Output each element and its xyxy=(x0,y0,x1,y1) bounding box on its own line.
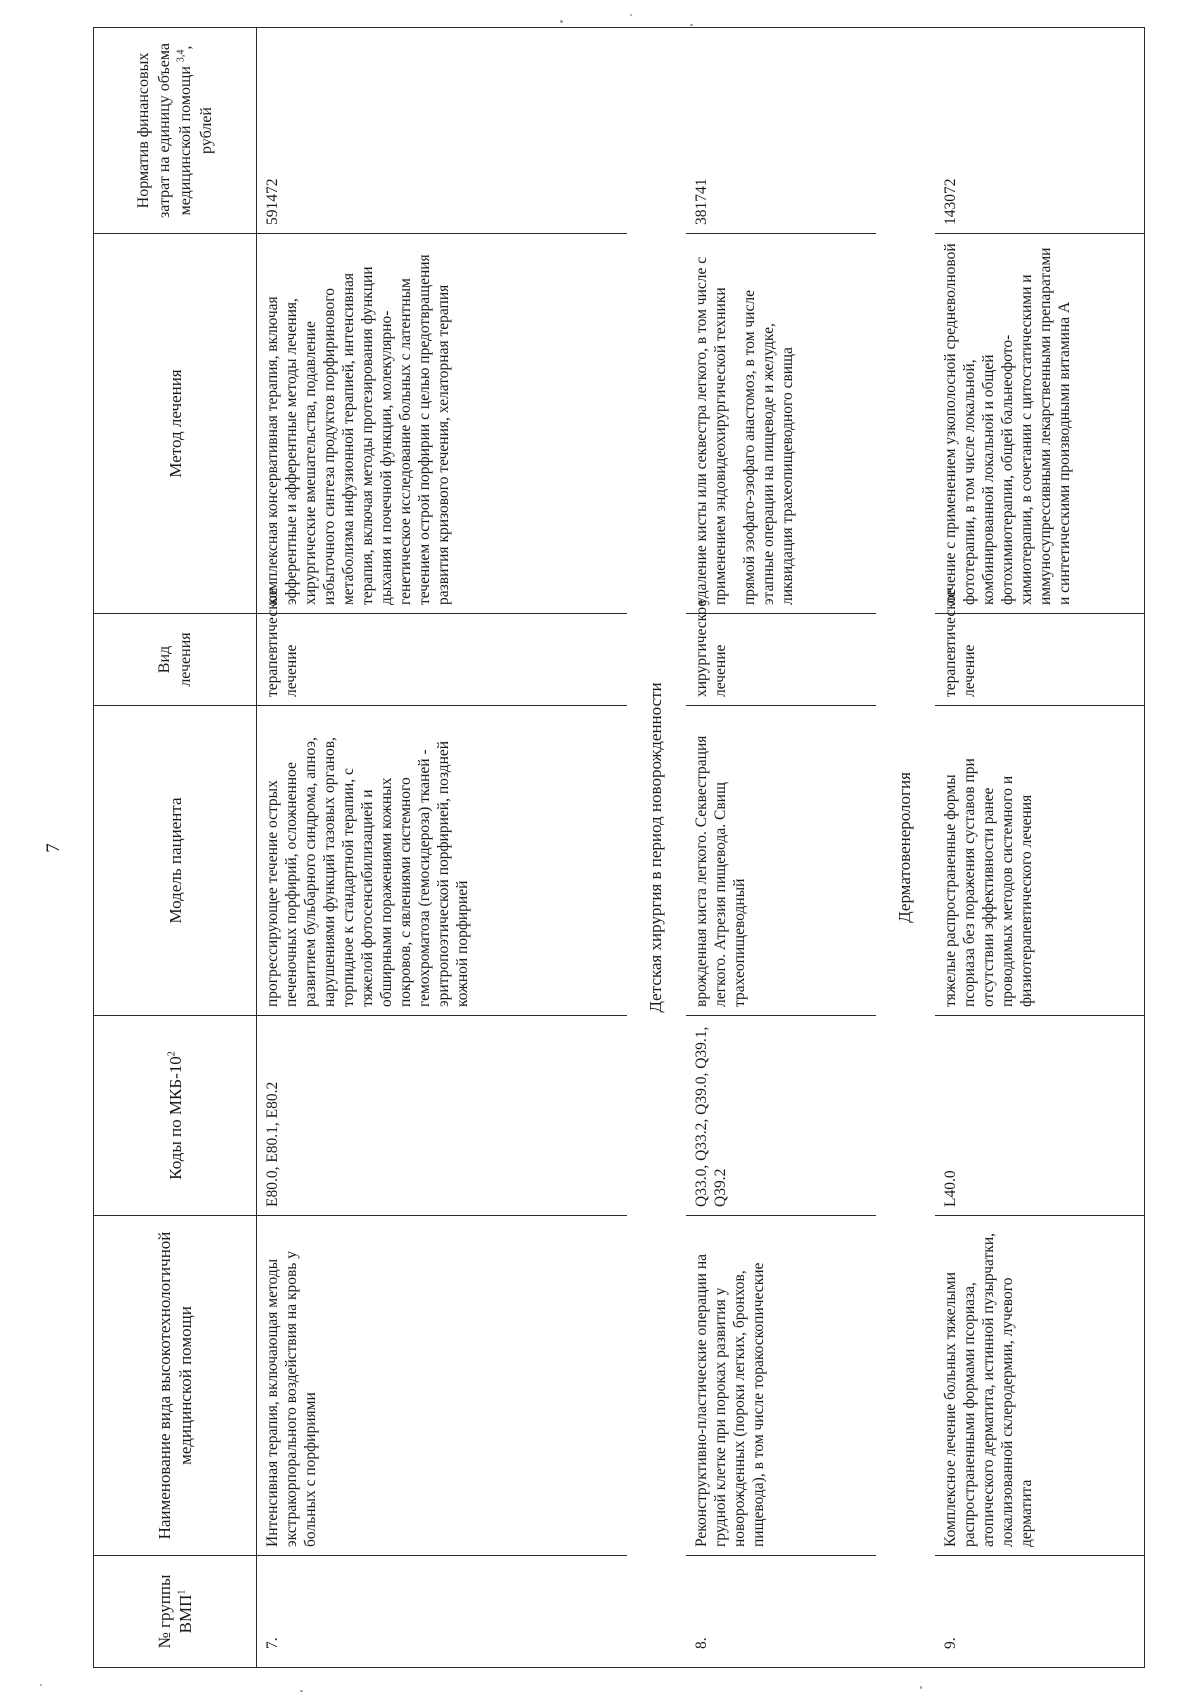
header-name: Наименование вида высокотехнологичной медицинской помощи xyxy=(94,1216,257,1556)
scan-speck xyxy=(920,1686,922,1689)
header-method: Метод лечения xyxy=(94,234,257,614)
row-7-codes: E80.0, E80.1, E80.2 xyxy=(257,1016,627,1216)
header-group-no: № группы ВМП$^1$ xyxy=(94,1556,257,1668)
row-9-codes: L40.0 xyxy=(935,1016,1145,1216)
row-9-norm: 143072 xyxy=(935,28,1145,234)
row-8-codes: Q33.0, Q33.2, Q39.0, Q39.1, Q39.2 xyxy=(686,1016,876,1216)
row-9-no: 9. xyxy=(935,1556,1145,1668)
row-7-kind: терапевтическое лечение xyxy=(257,614,627,706)
row-8-method xyxy=(686,234,876,614)
row-9-kind: терапевтическое лечение xyxy=(935,614,1145,706)
scan-speck xyxy=(300,1690,303,1692)
rotated-page xyxy=(35,28,1147,1668)
section-dermatovenereology: Дерматовенерология xyxy=(876,28,935,1668)
row-7-name: Интенсивная терапия, включающая методы экстракорпорального воздействия на кровь у больных с порфириями xyxy=(257,1216,627,1556)
row-7-no: 7. xyxy=(257,1556,627,1668)
row-8-name: Реконструктивно-пластические операции на грудной клетке при пороках развития у новорожденных (пороки легких, бронхов, пищевода), в том числе торакоскопические xyxy=(686,1216,876,1556)
row-8-method-1: удаление кисты или секвестра легкого, в том числе с применением эндовидеохирургической техники xyxy=(692,256,729,605)
scan-speck xyxy=(40,1684,42,1686)
header-kind: Вид лечения xyxy=(94,614,257,706)
row-8-norm: 381741 xyxy=(686,28,876,234)
row-8-no: 8. xyxy=(686,1556,876,1668)
page-number: 7 xyxy=(43,843,64,853)
scan-speck xyxy=(690,24,693,26)
row-8-kind: хирургическое лечение xyxy=(686,614,876,706)
header-model: Модель пациента xyxy=(94,706,257,1016)
row-9-model: тяжелые распространенные формы псориаза без поражения суставов при отсутствии эффективности ранее проводимых методов системного и физиотерапевтического лечения xyxy=(935,706,1145,1016)
row-7-model: прогрессирующее течение острых печеночных порфирий, осложненное развитием бульбарного синдрома, апноэ, нарушениями функций тазовых органов, торпидное к стандартной терапии, с тяжелой фотосенсибилизацией и обширными поражениями кожных покровов, с явлениями системного гемохроматоза (гемосидероза) тканей - эритропоэтической порфирией, поздней кожной порфирией xyxy=(257,706,627,1016)
section-pediatric-surgery: Детская хирургия в период новорожденности xyxy=(627,28,686,1668)
row-7-norm: 591472 xyxy=(257,28,627,234)
section-row-dermatology xyxy=(876,28,935,1668)
table-row-9 xyxy=(935,28,1145,1668)
row-8-method-2: прямой эзофаго-эзофаго анастомоз, в том числе этапные операции на пищеводе и желудке, ликвидация трахеопищеводного свища xyxy=(740,290,796,605)
header-row xyxy=(94,28,257,1668)
table-row-8 xyxy=(686,28,876,1668)
table-row-7 xyxy=(257,28,627,1668)
row-8-model: врожденная киста легкого. Секвестрация легкого. Атрезия пищевода. Свищ трахеопищеводный xyxy=(686,706,876,1016)
scan-speck xyxy=(560,20,563,23)
header-norm: Норматив финансовых затрат на единицу объема медицинской помощи $^{3,4}$, рублей xyxy=(94,28,257,234)
row-9-method: лечение с применением узкополосной средневолновой фототерапии, в том числе локальной, комбинированной локальной и общей фотохимиотерапии, общей бальнеофото-химиотерапии, в сочетании с цитостатическими и иммуносупрессивными лекарственными препаратами и синтетическими производными витамина А xyxy=(935,234,1145,614)
scan-speck xyxy=(630,14,632,16)
vmp-table xyxy=(93,27,1145,1668)
section-row-pediatric xyxy=(627,28,686,1668)
header-codes: Коды по МКБ-$10^2$ xyxy=(94,1016,257,1216)
row-9-name: Комплексное лечение больных тяжелыми распространенными формами псориаза, атопического дерматита, истинной пузырчатки, локализованной склеродермии, лучевого дерматита xyxy=(935,1216,1145,1556)
row-7-method: комплексная консервативная терапия, включая эфферентные и афферентные методы лечения, хирургические вмешательства, подавление избыточного синтеза продуктов порфиринового метаболизма инфузионной терапией, интенсивная терапия, включая методы протезирования функции дыхания и почечной функции, молекулярно-генетическое исследование больных с латентным течением острой порфирии с целью предотвращения развития кризового течения, хелаторная терапия xyxy=(257,234,627,614)
